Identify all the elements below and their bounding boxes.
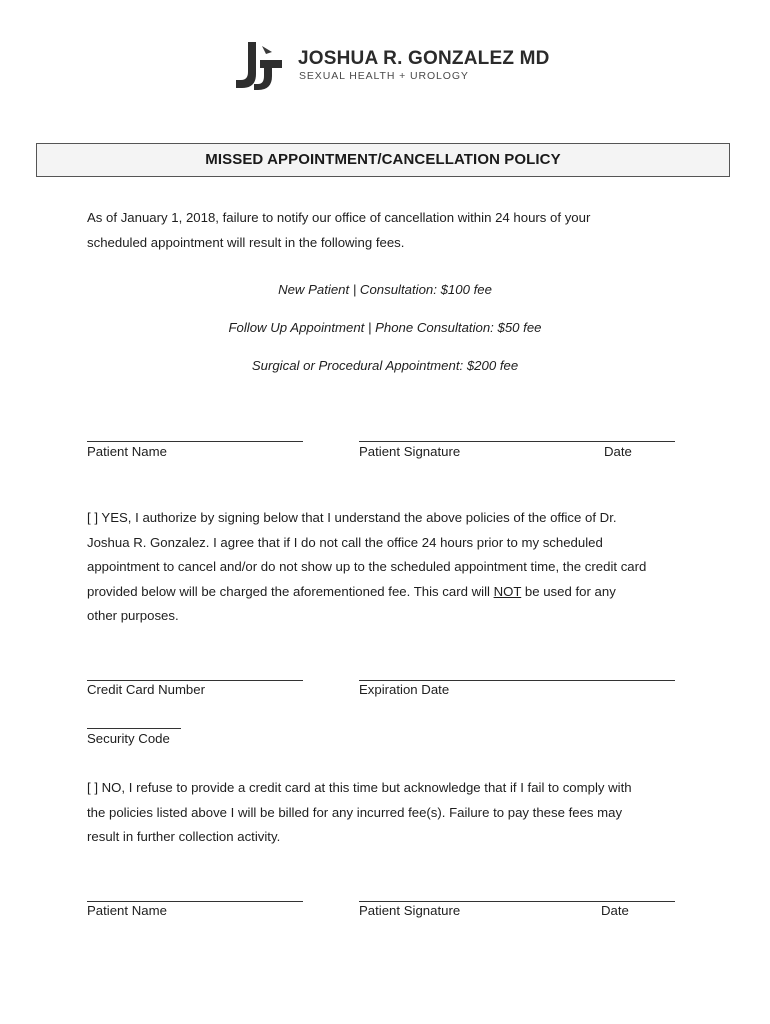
no-line: [ ] NO, I refuse to provide a credit card at this time but acknowledge that if I fail to comply with [87, 780, 632, 795]
practice-specialty: SEXUAL HEALTH + UROLOGY [299, 70, 469, 82]
intro-line: As of January 1, 2018, failure to notify our office of cancellation within 24 hours of your [87, 210, 591, 225]
patient-signature-label-2: Patient Signature [359, 903, 461, 918]
yes-line: Joshua R. Gonzalez. I agree that if I do not call the office 24 hours prior to my scheduled [87, 534, 603, 550]
expiration-date-label: Expiration Date [359, 682, 450, 697]
intro-paragraph [87, 206, 687, 255]
expiration-date-line[interactable] [359, 680, 675, 681]
fee-surgical: Surgical or Procedural Appointment: $200 fee [251, 358, 519, 373]
patient-name-label-2: Patient Name [87, 903, 167, 918]
no-line: result in further collection activity. [87, 829, 281, 844]
policy-title: MISSED APPOINTMENT/CANCELLATION POLICY [205, 151, 561, 168]
no-line: the policies listed above I will be billed for any incurred fee(s). Failure to pay these fees may [87, 804, 623, 820]
not-emphasis: NOT [493, 583, 522, 599]
credit-card-number-label: Credit Card Number [87, 682, 205, 697]
practice-name: JOSHUA R. GONZALEZ MD [298, 48, 550, 69]
patient-signature-line[interactable] [359, 441, 675, 442]
fee-new-patient: New Patient | Consultation: $100 fee [278, 282, 492, 297]
yes-line: [ ] YES, I authorize by signing below that I understand the above policies of the office of Dr. [87, 510, 617, 525]
patient-signature-label: Patient Signature [359, 444, 461, 459]
date-label: Date [604, 444, 632, 459]
jg-logo-icon [232, 38, 288, 94]
fee-follow-up: Follow Up Appointment | Phone Consultation: $50 fee [228, 320, 542, 335]
security-code-line[interactable] [87, 728, 181, 729]
intro-line: scheduled appointment will result in the following fees. [87, 234, 405, 250]
patient-name-line[interactable] [87, 441, 303, 442]
patient-name-line-2[interactable] [87, 901, 303, 902]
yes-line-text: be used for any [521, 583, 616, 599]
yes-line: other purposes. [87, 608, 179, 623]
policy-title-bar [36, 143, 730, 177]
no-refusal-paragraph [87, 776, 707, 850]
credit-card-number-line[interactable] [87, 680, 303, 681]
patient-signature-line-2[interactable] [359, 901, 675, 902]
security-code-label: Security Code [87, 731, 170, 746]
date-label-2: Date [601, 903, 629, 918]
patient-name-label: Patient Name [87, 444, 167, 459]
yes-authorization-paragraph [87, 506, 707, 629]
yes-line [87, 580, 707, 605]
yes-line-text: provided below will be charged the aforementioned fee. This card will [87, 583, 494, 599]
yes-line: appointment to cancel and/or do not show up to the scheduled appointment time, the credit card [87, 559, 647, 574]
